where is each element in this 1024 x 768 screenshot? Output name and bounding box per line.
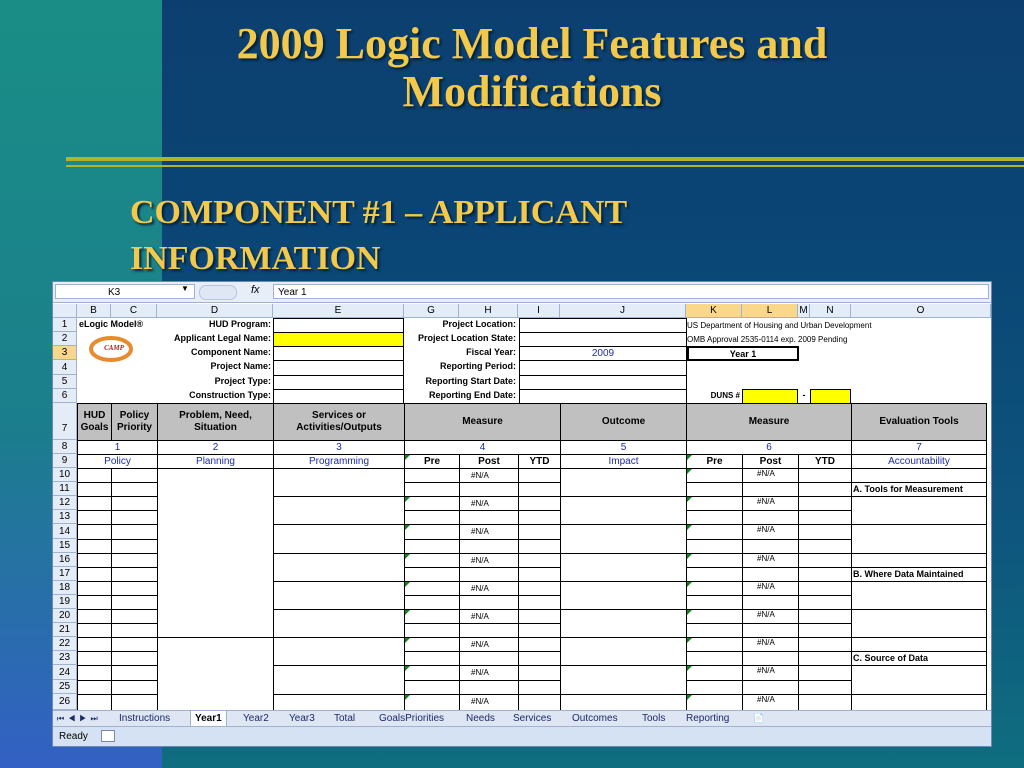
na-value: #N/A bbox=[471, 612, 489, 621]
col-header-m[interactable]: M bbox=[798, 304, 810, 318]
na-value: #N/A bbox=[757, 497, 775, 506]
col-header-h[interactable]: H bbox=[459, 304, 518, 318]
grid-line bbox=[404, 595, 560, 596]
na-value: #N/A bbox=[471, 556, 489, 565]
input-reporting-end-date[interactable] bbox=[519, 389, 687, 404]
label-reporting-start-date: Reporting Start Date: bbox=[425, 376, 516, 386]
col-header-e[interactable]: E bbox=[273, 304, 404, 318]
grid-line bbox=[686, 595, 851, 596]
row-header-15[interactable]: 15 bbox=[53, 539, 77, 553]
formula-bar-slider[interactable] bbox=[199, 285, 237, 300]
grid-line bbox=[798, 468, 799, 710]
row-header-14[interactable]: 14 bbox=[53, 524, 77, 539]
selected-cell-year[interactable]: Year 1 bbox=[687, 346, 799, 361]
grid-line bbox=[404, 510, 560, 511]
header-problem-need: Problem, Need, Situation bbox=[157, 403, 274, 441]
number-5: 5 bbox=[560, 440, 687, 455]
row-header-1[interactable]: 1 bbox=[53, 318, 77, 332]
grid-line bbox=[111, 468, 112, 710]
grid-line bbox=[77, 496, 157, 497]
fx-icon[interactable]: fx bbox=[251, 284, 260, 296]
number-2: 2 bbox=[157, 440, 274, 455]
na-value: #N/A bbox=[757, 610, 775, 619]
header-services: Services or Activities/Outputs bbox=[273, 403, 405, 441]
row-header-22[interactable]: 22 bbox=[53, 637, 77, 651]
number-1: 1 bbox=[77, 440, 158, 455]
na-value: #N/A bbox=[757, 695, 775, 704]
col-header-i[interactable]: I bbox=[518, 304, 560, 318]
na-value: #N/A bbox=[757, 666, 775, 675]
na-value: #N/A bbox=[471, 471, 489, 480]
grid-line bbox=[273, 496, 986, 497]
grid-line bbox=[686, 510, 851, 511]
name-box[interactable]: K3 bbox=[55, 284, 195, 299]
title-divider bbox=[66, 157, 1024, 161]
comment-marker-icon bbox=[687, 610, 692, 615]
na-value: #N/A bbox=[757, 582, 775, 591]
header-evaluation-tools: Evaluation Tools bbox=[851, 403, 987, 441]
row-header-8[interactable]: 8 bbox=[53, 440, 77, 454]
comment-marker-icon bbox=[405, 666, 410, 671]
row-header-9[interactable]: 9 bbox=[53, 454, 77, 468]
row-header-5[interactable]: 5 bbox=[53, 375, 77, 389]
comment-marker-icon bbox=[405, 455, 410, 460]
label-applicant-legal-name: Applicant Legal Name: bbox=[173, 333, 271, 343]
label-planning: Planning bbox=[157, 454, 274, 469]
row-header-24[interactable]: 24 bbox=[53, 665, 77, 680]
slide-title: 2009 Logic Model Features and Modifications bbox=[236, 19, 828, 116]
grid-line bbox=[77, 637, 157, 638]
row-header-17[interactable]: 17 bbox=[53, 567, 77, 581]
comment-marker-icon bbox=[687, 582, 692, 587]
row-header-3[interactable]: 3 bbox=[53, 346, 77, 360]
grid-line bbox=[686, 623, 851, 624]
tab-needs[interactable]: Needs bbox=[466, 713, 495, 724]
na-value: #N/A bbox=[757, 525, 775, 534]
grid-line bbox=[77, 524, 157, 525]
grid-line bbox=[77, 623, 157, 624]
tab-year2[interactable]: Year2 bbox=[243, 713, 269, 724]
grid-line bbox=[273, 637, 986, 638]
comment-marker-icon bbox=[687, 455, 692, 460]
formula-input[interactable]: Year 1 bbox=[273, 284, 989, 299]
tab-navigation-arrows-icon[interactable]: ⏮◀▶⏭ bbox=[57, 714, 102, 723]
comment-marker-icon bbox=[405, 497, 410, 502]
label-programming: Programming bbox=[273, 454, 405, 469]
grid-line bbox=[77, 482, 157, 483]
tab-year3[interactable]: Year3 bbox=[289, 713, 315, 724]
grid-line bbox=[77, 553, 157, 554]
formula-bar bbox=[53, 282, 991, 303]
select-all-corner[interactable] bbox=[53, 304, 77, 318]
input-reporting-start-date[interactable] bbox=[519, 375, 687, 390]
number-3: 3 bbox=[273, 440, 405, 455]
grid-line bbox=[273, 468, 274, 710]
label-reporting-end-date: Reporting End Date: bbox=[429, 390, 516, 400]
tab-year1[interactable]: Year1 bbox=[190, 711, 227, 727]
grid-line bbox=[560, 468, 561, 710]
label-impact: Impact bbox=[560, 454, 687, 469]
sheet-tabs-bar bbox=[53, 710, 991, 727]
duns-separator: - bbox=[802, 390, 806, 400]
comment-marker-icon bbox=[687, 497, 692, 502]
header-policy-priority: Policy Priority bbox=[111, 403, 158, 441]
header-hud-goals: HUD Goals bbox=[77, 403, 112, 441]
grid-line bbox=[77, 595, 157, 596]
input-component-name[interactable] bbox=[273, 346, 404, 361]
comment-marker-icon bbox=[405, 525, 410, 530]
col-header-j[interactable]: J bbox=[560, 304, 686, 318]
status-bar bbox=[53, 726, 991, 747]
comment-marker-icon bbox=[405, 695, 410, 700]
label-post-2: Post bbox=[742, 454, 799, 469]
elogic-model-logo-text: eLogic Model® bbox=[79, 319, 144, 329]
label-ytd-1: YTD bbox=[518, 454, 561, 469]
comment-marker-icon bbox=[405, 638, 410, 643]
tab-goals-priorities[interactable]: GoalsPriorities bbox=[379, 713, 445, 724]
label-project-name: Project Name: bbox=[210, 361, 271, 371]
comment-marker-icon bbox=[687, 695, 692, 700]
grid-line bbox=[273, 553, 986, 554]
col-header-c[interactable]: C bbox=[111, 304, 157, 318]
eval-note-data-maintained: B. Where Data Maintained bbox=[853, 569, 964, 579]
input-duns-1[interactable] bbox=[742, 389, 798, 404]
grid-line bbox=[273, 581, 986, 582]
grid-line bbox=[686, 468, 687, 710]
camp-logo-text: CAMP bbox=[104, 344, 124, 352]
macro-record-icon[interactable] bbox=[101, 730, 115, 742]
tab-outcomes[interactable]: Outcomes bbox=[572, 713, 618, 724]
row-header-21[interactable]: 21 bbox=[53, 623, 77, 637]
header-outcome: Outcome bbox=[560, 403, 687, 441]
col-header-b[interactable]: B bbox=[77, 304, 111, 318]
na-value: #N/A bbox=[471, 640, 489, 649]
row-header-20[interactable]: 20 bbox=[53, 609, 77, 623]
label-hud-program: HUD Program: bbox=[208, 319, 271, 329]
label-duns: DUNS # bbox=[710, 391, 740, 400]
tab-reporting[interactable]: Reporting bbox=[686, 713, 730, 724]
grid-line bbox=[273, 609, 986, 610]
tab-tools[interactable]: Tools bbox=[642, 713, 666, 724]
na-value: #N/A bbox=[757, 554, 775, 563]
status-text: Ready bbox=[59, 731, 88, 742]
excel-window bbox=[52, 281, 992, 747]
row-header-7[interactable]: 7 bbox=[53, 403, 77, 440]
col-header-d[interactable]: D bbox=[157, 304, 273, 318]
number-6: 6 bbox=[686, 440, 852, 455]
comment-marker-icon bbox=[687, 638, 692, 643]
comment-marker-icon bbox=[687, 469, 692, 474]
col-header-o[interactable]: O bbox=[851, 304, 991, 318]
grid-line bbox=[686, 539, 851, 540]
input-hud-program[interactable] bbox=[273, 318, 404, 333]
grid-line bbox=[77, 651, 157, 652]
tab-total[interactable]: Total bbox=[334, 713, 356, 724]
row-header-18[interactable]: 18 bbox=[53, 581, 77, 595]
label-fiscal-year: Fiscal Year: bbox=[466, 347, 516, 357]
grid-line bbox=[77, 609, 157, 610]
title-divider-thin bbox=[66, 165, 1024, 167]
col-header-k[interactable]: K bbox=[686, 304, 742, 318]
header-measure-1: Measure bbox=[404, 403, 561, 441]
comment-marker-icon bbox=[405, 582, 410, 587]
grid-line bbox=[157, 468, 158, 710]
name-box-dropdown-icon[interactable]: ▼ bbox=[181, 284, 189, 293]
grid-line bbox=[986, 468, 987, 710]
grid-line bbox=[77, 665, 157, 666]
na-value: #N/A bbox=[471, 584, 489, 593]
grid-line bbox=[77, 567, 157, 568]
grid-line bbox=[404, 539, 560, 540]
na-value: #N/A bbox=[757, 638, 775, 647]
label-component-name: Component Name: bbox=[190, 347, 271, 357]
comment-marker-icon bbox=[687, 525, 692, 530]
row-header-25[interactable]: 25 bbox=[53, 680, 77, 694]
row-header-11[interactable]: 11 bbox=[53, 482, 77, 496]
grid-line bbox=[273, 694, 986, 695]
number-4: 4 bbox=[404, 440, 561, 455]
label-reporting-period: Reporting Period: bbox=[440, 361, 516, 371]
row-header-23[interactable]: 23 bbox=[53, 651, 77, 665]
col-header-g[interactable]: G bbox=[404, 304, 459, 318]
grid-line bbox=[851, 468, 852, 710]
label-project-type: Project Type: bbox=[214, 376, 271, 386]
input-project-name[interactable] bbox=[273, 360, 404, 376]
number-7: 7 bbox=[851, 440, 987, 455]
eval-note-source-of-data: C. Source of Data bbox=[853, 653, 929, 663]
insert-sheet-icon[interactable]: 📄 bbox=[753, 713, 765, 723]
input-fiscal-year[interactable]: 2009 bbox=[519, 346, 687, 361]
hud-department-text: US Department of Housing and Urban Development bbox=[687, 321, 872, 330]
grid-line bbox=[459, 468, 460, 710]
comment-marker-icon bbox=[687, 666, 692, 671]
label-policy: Policy bbox=[77, 454, 158, 469]
grid-line bbox=[77, 510, 157, 511]
omb-approval-text: OMB Approval 2535-0114 exp. 2009 Pending bbox=[687, 335, 848, 344]
row-header-13[interactable]: 13 bbox=[53, 510, 77, 524]
na-value: #N/A bbox=[471, 527, 489, 536]
grid-line bbox=[77, 581, 157, 582]
grid-line bbox=[404, 567, 560, 568]
grid-line bbox=[157, 637, 273, 638]
na-value: #N/A bbox=[471, 668, 489, 677]
tab-services[interactable]: Services bbox=[513, 713, 552, 724]
grid-line bbox=[77, 680, 157, 681]
grid-line bbox=[686, 680, 851, 681]
row-header-6[interactable]: 6 bbox=[53, 389, 77, 403]
label-pre-1: Pre bbox=[404, 454, 460, 469]
label-ytd-2: YTD bbox=[798, 454, 852, 469]
input-project-location-state[interactable] bbox=[519, 332, 687, 347]
label-construction-type: Construction Type: bbox=[189, 390, 271, 400]
input-project-location[interactable] bbox=[519, 318, 687, 333]
grid-line bbox=[273, 524, 986, 525]
grid-line bbox=[404, 468, 405, 710]
grid-line bbox=[77, 468, 78, 710]
input-applicant-legal-name[interactable] bbox=[273, 332, 404, 347]
input-duns-2[interactable] bbox=[810, 389, 851, 404]
row-header-16[interactable]: 16 bbox=[53, 553, 77, 567]
grid-line bbox=[404, 680, 560, 681]
row-header-10[interactable]: 10 bbox=[53, 468, 77, 482]
label-project-location-state: Project Location State: bbox=[417, 333, 516, 343]
row-header-19[interactable]: 19 bbox=[53, 595, 77, 609]
row-header-4[interactable]: 4 bbox=[53, 360, 77, 375]
comment-marker-icon bbox=[687, 554, 692, 559]
header-measure-2: Measure bbox=[686, 403, 852, 441]
input-project-type[interactable] bbox=[273, 375, 404, 390]
na-value: #N/A bbox=[757, 469, 775, 478]
na-value: #N/A bbox=[471, 697, 489, 706]
grid-line bbox=[742, 468, 743, 710]
row-header-26[interactable]: 26 bbox=[53, 694, 77, 710]
label-pre-2: Pre bbox=[686, 454, 743, 469]
grid-line bbox=[77, 539, 157, 540]
slide-subtitle: COMPONENT #1 – APPLICANT INFORMATION bbox=[130, 194, 627, 277]
input-reporting-period[interactable] bbox=[519, 360, 687, 376]
input-construction-type[interactable] bbox=[273, 389, 404, 404]
grid-line bbox=[404, 482, 560, 483]
col-header-n[interactable]: N bbox=[810, 304, 851, 318]
comment-marker-icon bbox=[405, 554, 410, 559]
comment-marker-icon bbox=[405, 610, 410, 615]
label-post-1: Post bbox=[459, 454, 519, 469]
grid-line bbox=[518, 468, 519, 710]
grid-line bbox=[404, 651, 560, 652]
label-project-location: Project Location: bbox=[442, 319, 516, 329]
na-value: #N/A bbox=[471, 499, 489, 508]
tab-instructions[interactable]: Instructions bbox=[119, 713, 171, 724]
row-header-12[interactable]: 12 bbox=[53, 496, 77, 510]
grid-line bbox=[273, 665, 986, 666]
label-accountability: Accountability bbox=[851, 454, 987, 469]
grid-line bbox=[404, 623, 560, 624]
row-header-2[interactable]: 2 bbox=[53, 332, 77, 346]
grid-line bbox=[77, 694, 157, 695]
col-header-l[interactable]: L bbox=[742, 304, 798, 318]
eval-note-tools: A. Tools for Measurement bbox=[853, 484, 963, 494]
